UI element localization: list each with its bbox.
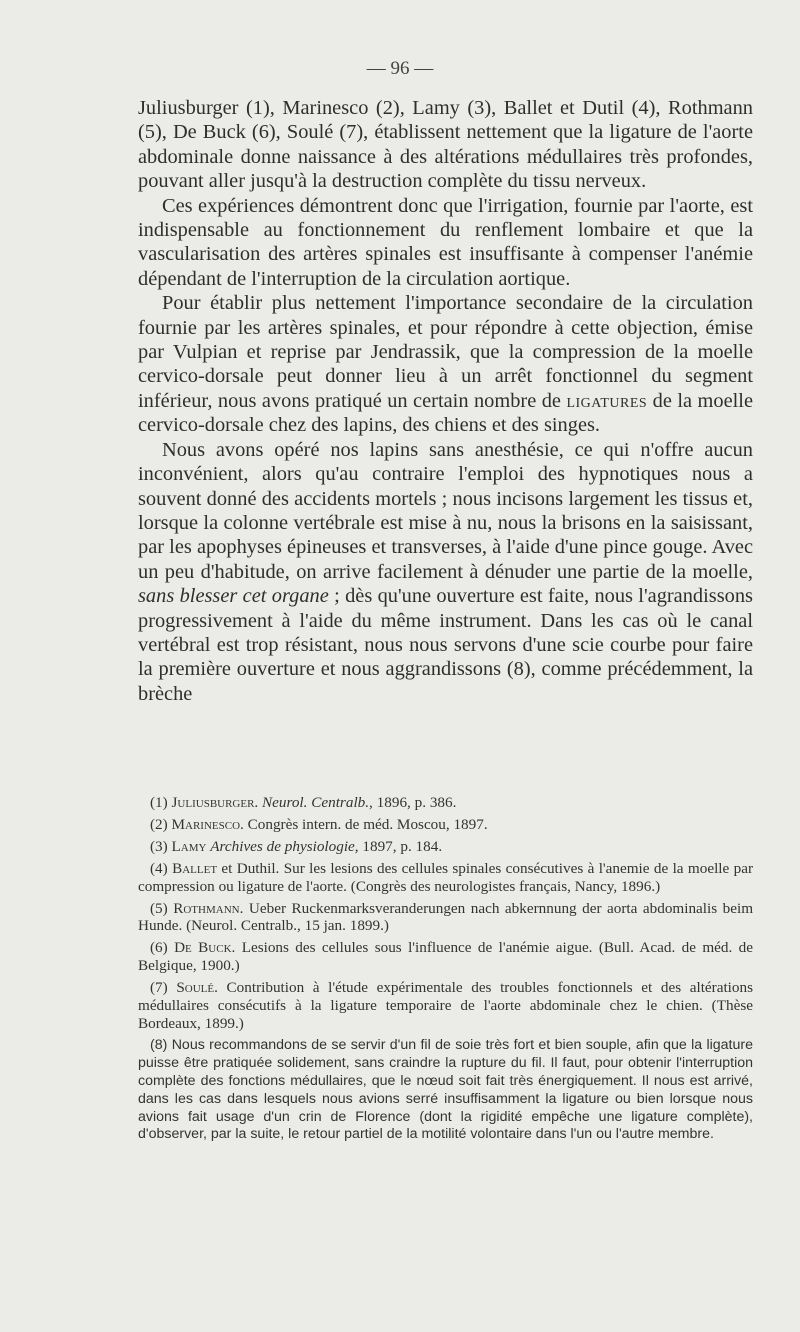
footnote-marker: (2) <box>150 815 168 833</box>
footnote-1 <box>138 794 753 812</box>
footnote-marker: (6) <box>150 939 168 957</box>
footnote-author: De Buck. <box>174 939 236 957</box>
footnote-italic: Neurol. Centralb., <box>262 794 373 811</box>
footnote-text: et Duthil. Sur les lesions des cellules spinales consécutives à l'anemie de la moelle par compression ou ligature de l'aorte. (Congrès des neurologistes français, Nancy, 1896.) <box>138 859 754 895</box>
footnote-author: Soulé. <box>176 979 218 997</box>
footnote-text: 1896, p. 386. <box>372 794 457 811</box>
footnote-8 <box>138 1037 753 1144</box>
paragraph-4-text-a: Nous avons opéré nos lapins sans anesthésie, ce qui n'offre aucun inconvénient, alors qu'au contraire l'emploi des hypnotiques nous a souvent donné des accidents mortels ; nous incisons largement les tissus et, lorsque la colonne vertébrale est mise à nu, nous la brisons en la saisissant, par les apophyses épineuses et transverses, à l'aide d'une pince gouge. Avec un peu d'habitude, on arrive facilement à dénuder une partie de la moelle, <box>138 438 753 583</box>
footnote-author: Juliusburger. <box>171 794 259 811</box>
footnote-4 <box>138 860 753 896</box>
footnote-marker: (5) <box>150 899 168 917</box>
footnote-5 <box>138 900 753 936</box>
footnotes <box>138 794 753 1148</box>
footnote-2 <box>138 816 753 834</box>
footnote-author: Marinesco. <box>171 815 244 833</box>
paragraph-2: Ces expériences démontrent donc que l'irrigation, fournie par l'aorte, est indispensable au fonctionnement du renflement lombaire et que la vascularisation des artères spinales est insuffisante à compenser l'anémie dépendant de l'interruption de la circulation aortique. <box>138 194 753 290</box>
paragraph-1: Juliusburger (1), Marinesco (2), Lamy (3), Ballet et Dutil (4), Rothmann (5), De Buck (6), Soulé (7), établissent nettement que la ligature de l'aorte abdominale donne naissance à des altérations médullaires très profondes, pouvant aller jusqu'à la destruction complète du tissu nerveux. <box>138 97 753 193</box>
footnote-6 <box>138 939 753 975</box>
footnote-italic: Archives de physiologie, <box>210 837 359 855</box>
page-number: — 96 — <box>366 58 434 79</box>
footnote-author: Ballet <box>172 859 218 877</box>
footnote-7 <box>138 979 753 1033</box>
paragraph-3-text-b: de la moelle cervico-dorsale chez des lapins, des chiens et des singes. <box>138 389 753 437</box>
footnote-marker: (8) <box>150 1036 168 1053</box>
footnote-text: Lesions des cellules sous l'influence de l'anémie aigue. (Bull. Acad. de méd. de Belgique, 1900.) <box>138 939 753 975</box>
paragraph-3-smallcaps: ligatures <box>566 389 648 412</box>
footnote-marker: (7) <box>150 979 168 997</box>
footnote-text: Nous recommandons de se servir d'un fil de soie très fort et bien souple, afin que la ligature puisse être pratiquée solidement, sans craindre la rupture du fil. Il faut, pour obtenir l'interruption complète des fonctions médullaires, que le nœud soit fait très énergiquement. Il nous est arrivé, dans les cas dans lesquels nous avions serré insuffisamment la ligature ou bien lorsque nous avions fait usage d'un crin de Florence (dont la rigidité empêche une ligature complète), d'observer, par la suite, le retour partiel de la motilité volontaire dans l'un ou l'autre membre. <box>138 1036 753 1143</box>
footnote-author: Lamy <box>171 837 207 855</box>
paragraph-3 <box>138 291 753 437</box>
body-text <box>138 96 753 706</box>
footnote-text: 1897, p. 184. <box>358 837 443 855</box>
paragraph-4-italic: sans blesser cet organe <box>138 585 329 608</box>
paragraph-4-text-b: ; dès qu'une ouverture est faite, nous l'agrandissons progressivement à l'aide du même instrument. Dans les cas où le canal vertébral est trop résistant, nous nous servons d'une scie courbe pour faire la première ouverture et nous aggrandissons (8), comme précédemment, la brèche <box>138 585 753 705</box>
paragraph-4 <box>138 438 753 706</box>
footnote-text: Contribution à l'étude expérimentale des troubles fonctionnels et des altérations médullaires consécutifs à la ligature temporaire de l'aorte abdominale chez le chien. (Thèse Bordeaux, 1899.) <box>138 979 754 1032</box>
footnote-marker: (4) <box>150 859 168 877</box>
footnote-marker: (3) <box>150 837 168 855</box>
footnote-text: Congrès intern. de méd. Moscou, 1897. <box>243 815 488 833</box>
footnote-marker: (1) <box>150 794 168 811</box>
footnote-3 <box>138 838 753 856</box>
paragraph-3-text-a: Pour établir plus nettement l'importance secondaire de la circulation fournie par les artères spinales, et pour répondre à cette objection, émise par Vulpian et reprise par Jendrassik, que la compression de la moelle cervico-dorsale peut donner lieu à un arrêt fonctionnel du segment inférieur, nous avons pratiqué un certain nombre de <box>138 292 753 412</box>
footnote-author: Rothmann. <box>173 899 244 917</box>
footnote-text: Ueber Ruckenmarksveranderungen nach abkernnung der aorta abdominalis beim Hunde. (Neurol. Centralb., 15 jan. 1899.) <box>138 899 754 935</box>
